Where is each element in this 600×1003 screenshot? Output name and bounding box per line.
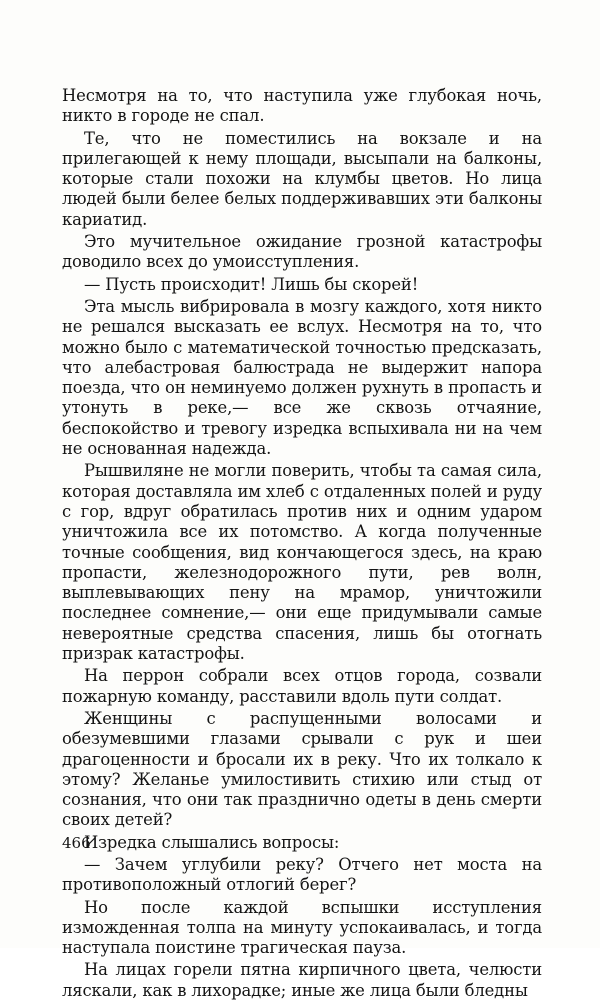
paragraph: Рышвиляне не могли поверить, чтобы та самая сила, которая доставляла им хлеб с отдаленных полей и руду с гор, вдруг обратилась против них и одним ударом уничтожила все их потомство. А когда полученные точные сообщения, вид кончающегося здесь, на краю пропасти, железнодорожного пути, рев волн, выплевывающих пену на мрамор, уничтожили последнее сомнение,— они еще придумывали самые невероятные средства спасения, лишь бы отогнать призрак катастрофы. [62, 461, 542, 664]
page-number: 466 [62, 834, 91, 852]
paragraph: Это мучительное ожидание грозной катастрофы доводило всех до умоисступления. [62, 232, 542, 272]
paragraph: Несмотря на то, что наступила уже глубокая ночь, никто в городе не спал. [62, 86, 542, 126]
paragraph: — Зачем углубили реку? Отчего нет моста на противоположный отлогий берег? [62, 854, 542, 895]
paragraph: Но после каждой вспышки исступления изможденная толпа на минуту успокаивалась, и тогда наступала поистине трагическая пауза. [62, 897, 542, 958]
paragraph: Те, что не поместились на вокзале и на прилегающей к нему площади, высыпали на балконы, которые стали похожи на клумбы цветов. Но лица людей были белее белых поддерживавших эти балконы кариатид. [62, 128, 542, 229]
paragraph: — Пусть происходит! Лишь бы скорей! [84, 274, 419, 294]
paragraph: Изредка слышались вопросы: [84, 832, 340, 852]
paragraph: Эта мысль вибрировала в мозгу каждого, хотя никто не решался высказать ее вслух. Несмотря на то, что можно было с математической точностью предсказать, что алебастровая балюстрада не выдержит напора поезда, что он неминуемо должен рухнуть в пропасть и утонуть в реке,— все же сквозь отчаяние, беспокойство и тревогу изредка вспыхивала ни на чем не основанная надежда. [62, 296, 542, 459]
paragraph: На лицах горели пятна кирпичного цвета, челюсти ляскали, как в лихорадке; иные же лица были бледны [62, 960, 542, 1000]
paragraph: Женщины с распущенными волосами и обезумевшими глазами срывали с рук и шеи драгоценности и бросали их в реку. Что их толкало к этому? Желанье умилостивить стихию или стыд от сознания, что они так празднично одеты в день смерти своих детей? [62, 708, 542, 830]
body-text [62, 86, 542, 1003]
paragraph: На перрон собрали всех отцов города, созвали пожарную команду, расставили вдоль пути солдат. [62, 666, 542, 706]
